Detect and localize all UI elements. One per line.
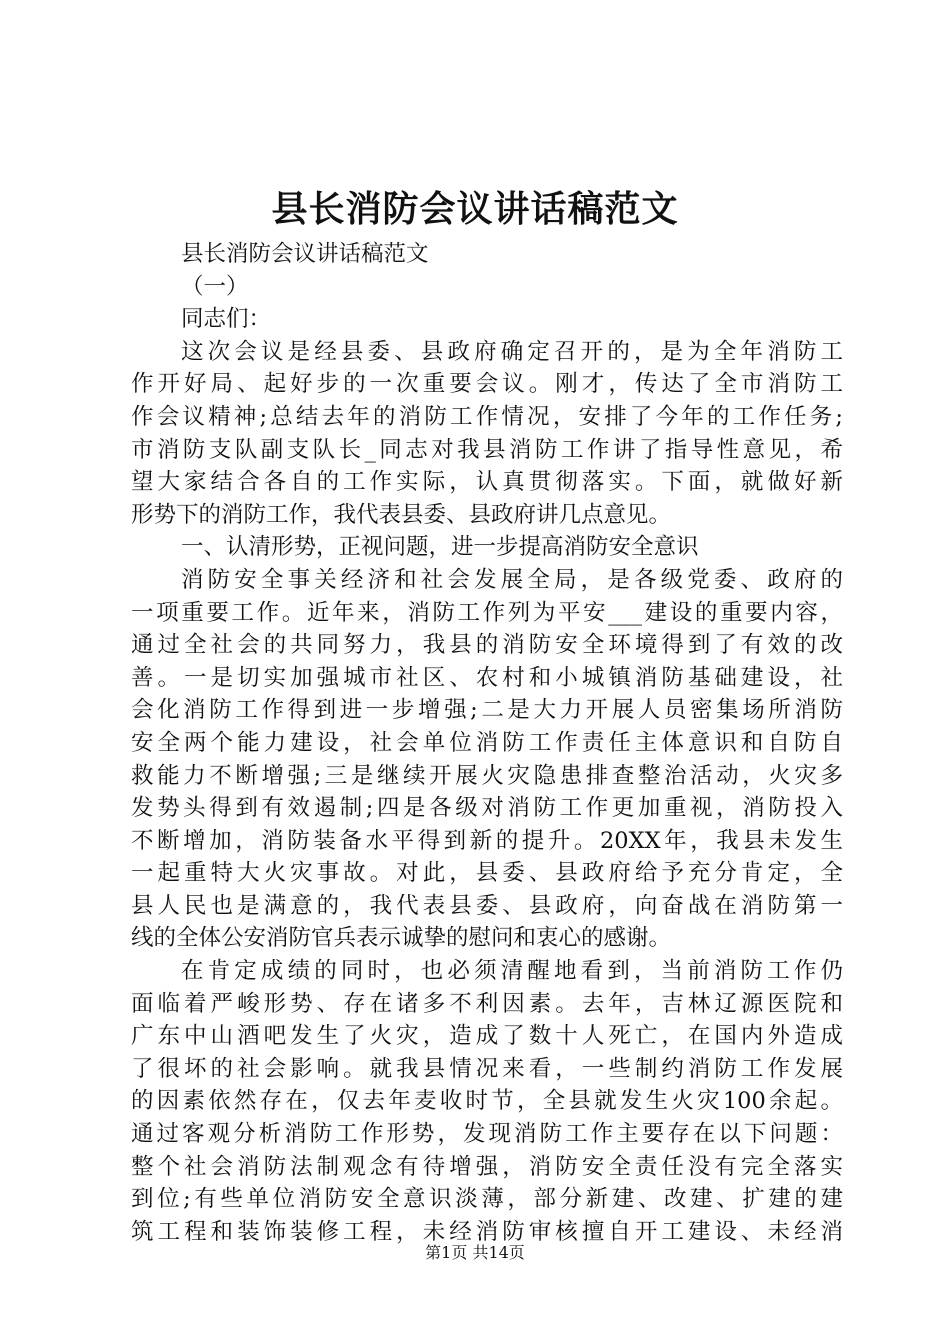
body-line: 筑工程和装饰装修工程，未经消防审核擅自开工建设、未经消 — [131, 1218, 843, 1245]
body-line: 线的全体公安消防官兵表示诚挚的慰问和衷心的感谢。 — [131, 925, 672, 952]
body-line: 消防安全事关经济和社会发展全局，是各级党委、政府的 — [181, 566, 843, 593]
body-line: 作会议精神;总结去年的消防工作情况，安排了今年的工作任务; — [131, 403, 843, 430]
body-line: 通过客观分析消防工作形势，发现消防工作主要存在以下问题： — [131, 1121, 843, 1148]
body-line: 安全两个能力建设，社会单位消防工作责任主体意识和自防自 — [131, 729, 843, 756]
body-line: 一项重要工作。近年来，消防工作列为平安___建设的重要内容， — [131, 599, 843, 626]
page-footer: 第1页 共14页 — [425, 1243, 525, 1262]
body-line: 面临着严峻形势、存在诸多不利因素。去年，吉林辽源医院和 — [131, 990, 843, 1017]
body-line: 广东中山酒吧发生了火灾，造成了数十人死亡，在国内外造成 — [131, 1023, 843, 1050]
body-line: 会化消防工作得到进一步增强;二是大力开展人员密集场所消防 — [131, 697, 843, 724]
body-line: 善。一是切实加强城市社区、农村和小城镇消防基础建设，社 — [131, 664, 843, 691]
body-line: 了很坏的社会影响。就我县情况来看，一些制约消防工作发展 — [131, 1055, 843, 1082]
body-line: 这次会议是经县委、县政府确定召开的，是为全年消防工 — [181, 338, 843, 365]
document-title: 县长消防会议讲话稿范文 — [271, 188, 679, 230]
body-line: 形势下的消防工作，我代表县委、县政府讲几点意见。 — [131, 501, 672, 528]
body-line: 救能力不断增强;三是继续开展火灾隐患排查整治活动，火灾多 — [131, 762, 843, 789]
body-line: 市消防支队副支队长_同志对我县消防工作讲了指导性意见，希 — [131, 436, 843, 463]
body-line: 不断增加，消防装备水平得到新的提升。20XX年，我县未发生 — [131, 827, 843, 854]
body-line: 到位;有些单位消防安全意识淡薄，部分新建、改建、扩建的建 — [131, 1186, 843, 1213]
body-line: 在肯定成绩的同时，也必须清醒地看到，当前消防工作仍 — [181, 958, 843, 985]
body-line: 一、认清形势，正视问题，进一步提高消防安全意识 — [181, 534, 699, 561]
body-line: 发势头得到有效遏制;四是各级对消防工作更加重视，消防投入 — [131, 795, 843, 822]
body-line: 的因素依然存在，仅去年麦收时节，全县就发生火灾100余起。 — [131, 1088, 843, 1115]
body-line: 整个社会消防法制观念有待增强，消防安全责任没有完全落实 — [131, 1153, 843, 1180]
body-line: 同志们： — [181, 306, 272, 333]
body-line: 一起重特大火灾事故。对此，县委、县政府给予充分肯定，全 — [131, 860, 843, 887]
body-line: 望大家结合各自的工作实际，认真贯彻落实。下面，就做好新 — [131, 469, 843, 496]
body-line: 通过全社会的共同努力，我县的消防安全环境得到了有效的改 — [131, 632, 843, 659]
body-line: 作开好局、起好步的一次重要会议。刚才，传达了全市消防工 — [131, 371, 843, 398]
document-body — [131, 238, 843, 1248]
body-line: （一） — [181, 273, 249, 300]
body-line: 县人民也是满意的，我代表县委、县政府，向奋战在消防第一 — [131, 892, 843, 919]
body-line: 县长消防会议讲话稿范文 — [181, 241, 429, 267]
